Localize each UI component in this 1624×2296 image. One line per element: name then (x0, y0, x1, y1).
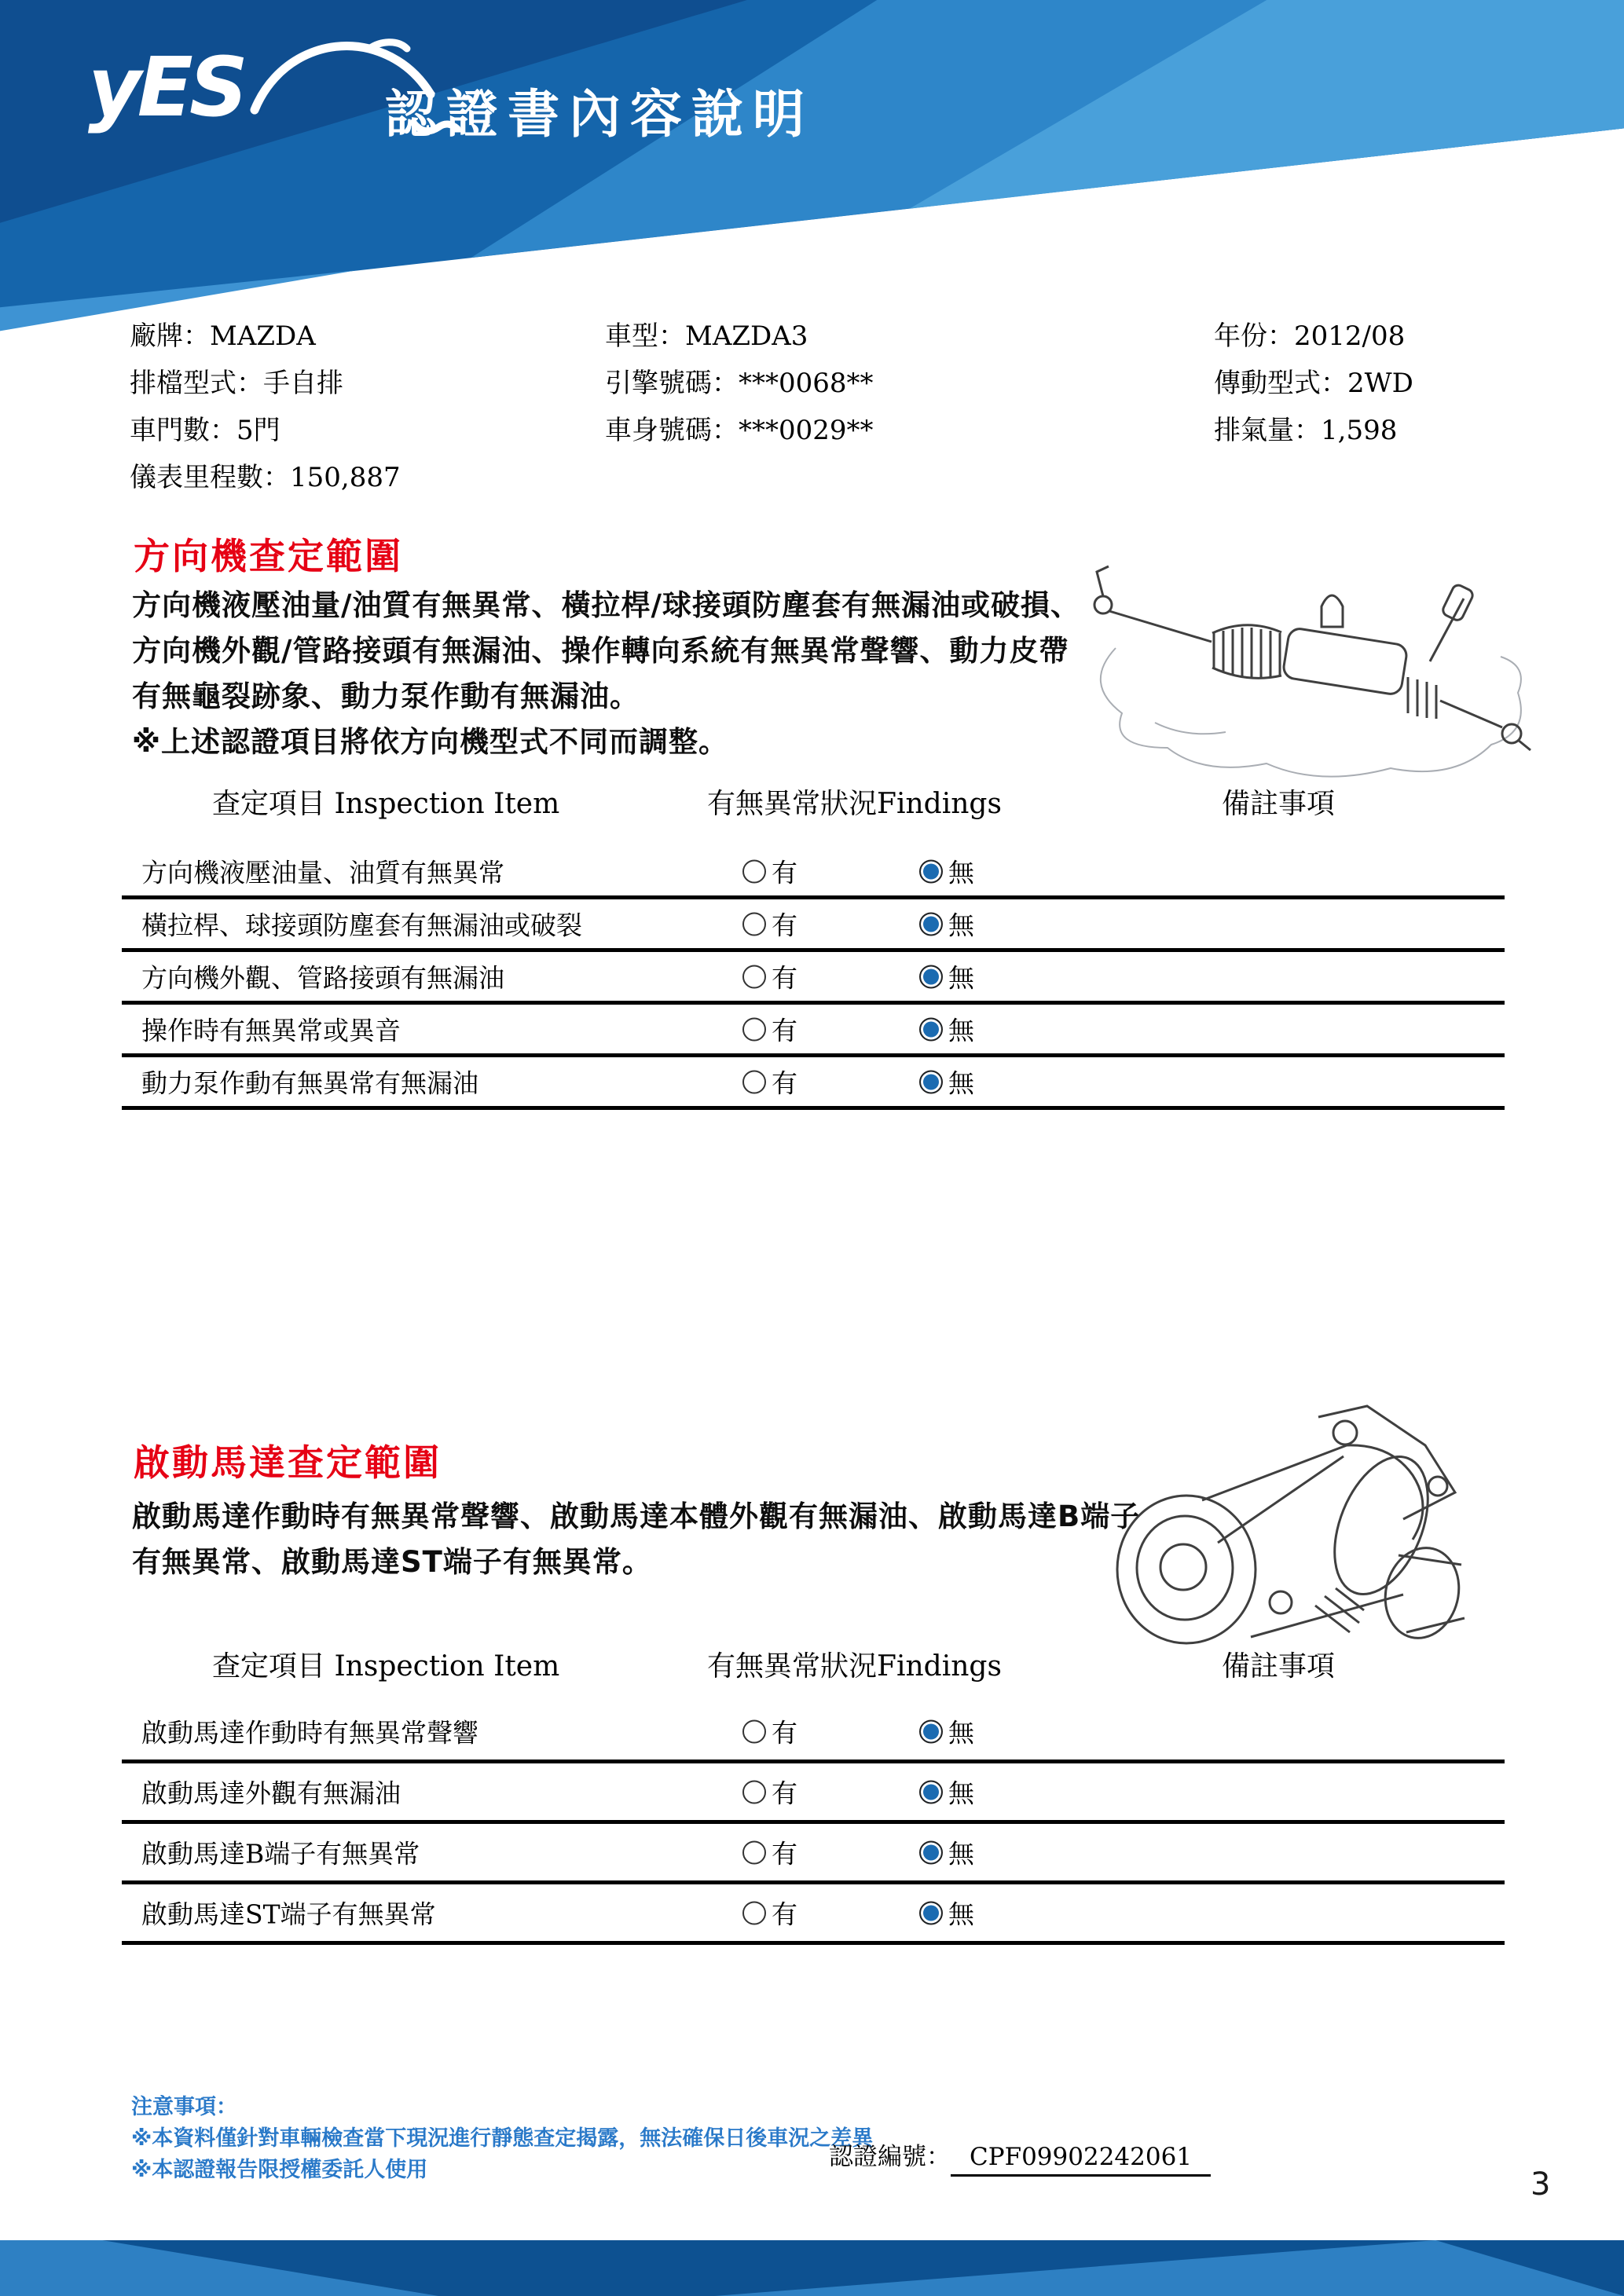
radio-selected-icon[interactable] (919, 1840, 943, 1864)
radio-selected-icon[interactable] (919, 912, 943, 936)
finding-no-option[interactable]: 無 (919, 1774, 974, 1811)
finding-yes-option[interactable]: 有 (742, 1895, 797, 1932)
finding-yes-option[interactable]: 有 (742, 853, 797, 890)
info-displacement: 排氣量：1,598 (1214, 415, 1398, 446)
finding-yes-option[interactable]: 有 (742, 906, 797, 943)
table-row (122, 1824, 1505, 1884)
certificate-number-label: 認證編號： (829, 2143, 951, 2171)
finding-no-option[interactable]: 無 (919, 1713, 974, 1750)
inspection-item-label: 啟動馬達B端子有無異常 (141, 1838, 420, 1869)
finding-yes-option[interactable]: 有 (742, 1774, 797, 1811)
section-steering-description (132, 583, 1080, 765)
table-row (122, 1057, 1505, 1110)
description-line: 方向機液壓油量/油質有無異常、橫拉桿/球接頭防塵套有無漏油或破損、 (132, 588, 1081, 622)
radio-selected-icon[interactable] (919, 859, 943, 883)
notice-block (131, 2092, 873, 2186)
notice-title: 注意事項： (131, 2095, 237, 2119)
finding-yes-option[interactable]: 有 (742, 1834, 797, 1871)
column-header-findings: 有無異常狀況Findings (707, 1650, 1002, 1683)
column-header-notes: 備註事項 (1222, 788, 1336, 820)
vehicle-info-column-2 (605, 313, 874, 454)
radio-unselected-icon[interactable] (742, 1070, 766, 1093)
certificate-number-value: CPF09902242061 (951, 2143, 1211, 2177)
table-row (122, 952, 1505, 1005)
finding-yes-option[interactable]: 有 (742, 1011, 797, 1048)
radio-unselected-icon[interactable] (742, 1780, 766, 1803)
info-doors: 車門數：5門 (130, 415, 280, 446)
info-year: 年份：2012/08 (1214, 320, 1406, 352)
table-row (122, 899, 1505, 952)
inspection-item-label: 啟動馬達作動時有無異常聲響 (141, 1717, 478, 1749)
info-drive-type: 傳動型式：2WD (1214, 368, 1413, 399)
table-row (122, 1884, 1505, 1945)
description-line: 有無龜裂跡象、動力泵作動有無漏油。 (132, 679, 640, 713)
radio-selected-icon[interactable] (919, 965, 943, 988)
inspection-item-label: 方向機液壓油量、油質有無異常 (141, 857, 504, 888)
radio-selected-icon[interactable] (919, 1901, 943, 1924)
inspection-item-label: 方向機外觀、管路接頭有無漏油 (141, 962, 504, 994)
inspection-item-label: 啟動馬達ST端子有無異常 (141, 1899, 436, 1930)
description-note-line: ※上述認證項目將依方向機型式不同而調整。 (132, 725, 728, 759)
table-row (122, 847, 1505, 899)
column-header-item: 查定項目 Inspection Item (212, 788, 560, 820)
info-odometer: 儀表里程數：150,887 (130, 462, 401, 493)
radio-unselected-icon[interactable] (742, 1901, 766, 1924)
radio-unselected-icon[interactable] (742, 1719, 766, 1743)
finding-no-option[interactable]: 無 (919, 906, 974, 943)
notice-line: ※本認證報告限授權委託人使用 (131, 2158, 428, 2182)
section-steering-heading: 方向機查定範圍 (134, 535, 403, 577)
vehicle-info-column-3 (1214, 313, 1413, 454)
radio-unselected-icon[interactable] (742, 1017, 766, 1041)
header-banner (0, 0, 1624, 338)
radio-selected-icon[interactable] (919, 1017, 943, 1041)
page-number: 3 (1531, 2166, 1551, 2203)
info-model: 車型：MAZDA3 (605, 320, 808, 352)
column-header-item: 查定項目 Inspection Item (212, 1650, 560, 1683)
steering-inspection-table (122, 847, 1505, 1110)
vehicle-info-column-1 (130, 313, 401, 501)
info-engine-number: 引擎號碼：***0068** (605, 368, 874, 399)
steering-rack-image (1061, 542, 1544, 805)
radio-selected-icon[interactable] (919, 1719, 943, 1743)
radio-selected-icon[interactable] (919, 1780, 943, 1803)
radio-unselected-icon[interactable] (742, 859, 766, 883)
finding-yes-option[interactable]: 有 (742, 1064, 797, 1100)
description-line: 啟動馬達作動時有無異常聲響、啟動馬達本體外觀有無漏油、啟動馬達B端子 (132, 1500, 1141, 1533)
info-brand: 廠牌：MAZDA (130, 320, 316, 352)
column-header-findings: 有無異常狀況Findings (707, 788, 1002, 820)
inspection-item-label: 啟動馬達外觀有無漏油 (141, 1778, 401, 1809)
starter-inspection-table (122, 1703, 1505, 1945)
finding-no-option[interactable]: 無 (919, 958, 974, 995)
finding-no-option[interactable]: 無 (919, 1834, 974, 1871)
radio-selected-icon[interactable] (919, 1070, 943, 1093)
inspection-item-label: 操作時有無異常或異音 (141, 1015, 401, 1046)
description-line: 有無異常、啟動馬達ST端子有無異常。 (132, 1545, 652, 1579)
page-title: 認證書內容說明 (385, 84, 814, 145)
finding-no-option[interactable]: 無 (919, 1895, 974, 1932)
table-row (122, 1703, 1505, 1763)
starter-motor-image (1083, 1400, 1550, 1663)
table-row (122, 1763, 1505, 1824)
info-transmission-type: 排檔型式：手自排 (130, 368, 343, 399)
table-row (122, 1005, 1505, 1057)
column-header-notes: 備註事項 (1222, 1650, 1336, 1683)
info-body-number: 車身號碼：***0029** (605, 415, 874, 446)
finding-no-option[interactable]: 無 (919, 1011, 974, 1048)
radio-unselected-icon[interactable] (742, 965, 766, 988)
description-line: 方向機外觀/管路接頭有無漏油、操作轉向系統有無異常聲響、動力皮帶 (132, 634, 1069, 668)
inspection-item-label: 橫拉桿、球接頭防塵套有無漏油或破裂 (141, 910, 582, 941)
certificate-number-row (829, 2137, 1211, 2172)
notice-line: ※本資料僅針對車輛檢查當下現況進行靜態查定揭露，無法確保日後車況之差異 (131, 2126, 874, 2151)
section-starter-heading: 啟動馬達查定範圍 (134, 1441, 442, 1484)
finding-no-option[interactable]: 無 (919, 1064, 974, 1100)
radio-unselected-icon[interactable] (742, 1840, 766, 1864)
finding-yes-option[interactable]: 有 (742, 1713, 797, 1750)
section-starter-description (132, 1494, 1140, 1585)
inspection-item-label: 動力泵作動有無異常有無漏油 (141, 1067, 478, 1099)
finding-no-option[interactable]: 無 (919, 853, 974, 890)
footer-banner (0, 2240, 1624, 2296)
finding-yes-option[interactable]: 有 (742, 958, 797, 995)
radio-unselected-icon[interactable] (742, 912, 766, 936)
yes-logo: yES (88, 39, 244, 135)
